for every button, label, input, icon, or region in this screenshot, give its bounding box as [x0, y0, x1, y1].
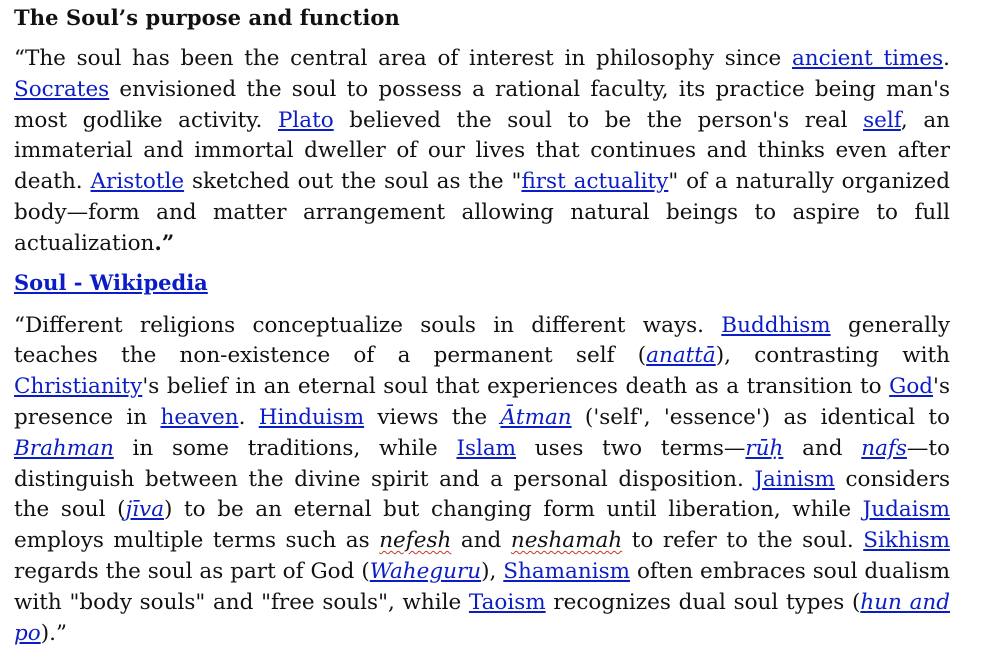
text-run: ('self', 'essence') as identical to: [571, 404, 950, 430]
text-run: and: [783, 435, 862, 461]
text-run: in some traditions, while: [113, 435, 457, 461]
close-quote: .”: [154, 230, 175, 256]
link-buddhism[interactable]: Buddhism: [721, 312, 831, 338]
religion-quote-paragraph: [14, 311, 950, 650]
document-page: [14, 4, 950, 649]
link-waheguru[interactable]: Waheguru: [369, 558, 482, 584]
text-run: employs multiple terms such as: [14, 528, 380, 554]
link-taoism[interactable]: Taoism: [468, 589, 546, 615]
link-socrates[interactable]: Socrates: [14, 76, 110, 102]
link-shamanism[interactable]: Shamanism: [503, 558, 631, 584]
text-run: —to distinguish between the divine spirit and a personal disposition.: [14, 435, 950, 492]
text-run: recognizes dual soul types (: [545, 589, 861, 615]
link-atman[interactable]: Ātman: [500, 404, 572, 430]
text-run: envisioned the soul to possess a rational faculty, its practice being man's most godlike activity.: [14, 76, 950, 133]
link-hun-and-po[interactable]: hun and po: [14, 589, 951, 646]
spellcheck-word-neshamah: neshamah: [510, 528, 623, 554]
text-run: 's belief in an eternal soul that experiences death as a transition to: [142, 374, 890, 400]
open-quote: “: [14, 46, 25, 71]
link-hinduism[interactable]: Hinduism: [258, 404, 365, 430]
link-jainism[interactable]: Jainism: [754, 466, 835, 492]
link-self[interactable]: self: [863, 107, 901, 133]
section-heading: The Soul’s purpose and function: [14, 5, 400, 30]
text-run: .: [943, 46, 950, 71]
link-sikhism[interactable]: Sikhism: [863, 528, 951, 554]
link-aristotle[interactable]: Aristotle: [90, 169, 185, 195]
text-run: uses two terms—: [516, 435, 746, 461]
text-run: ),: [481, 558, 504, 584]
link-heaven[interactable]: heaven: [160, 404, 239, 430]
text-run: 's presence in: [14, 374, 950, 430]
link-judaism[interactable]: Judaism: [862, 497, 950, 523]
text-run: ) to be an eternal but changing form until liberation, while: [164, 497, 863, 523]
text-run: to refer to the soul.: [622, 528, 864, 554]
link-ancient-times[interactable]: ancient times: [791, 46, 944, 71]
source-link-soul-wikipedia[interactable]: Soul - Wikipedia: [14, 269, 208, 295]
text-run: , an immaterial and immortal dweller of our lives that continues and thinks even after death.: [14, 107, 950, 195]
text-run: views the: [364, 404, 501, 430]
text-run: .: [238, 404, 259, 430]
link-first-actuality[interactable]: first actuality: [521, 169, 669, 195]
open-quote: “: [14, 312, 25, 338]
link-plato[interactable]: Plato: [277, 107, 334, 133]
text-run: considers the soul (: [14, 466, 951, 523]
text-run: and: [451, 528, 511, 554]
text-run: regards the soul as part of God (: [14, 558, 370, 584]
text-run: ).”: [40, 620, 67, 646]
text-run: believed the soul to be the person's real: [333, 107, 864, 133]
philosophy-quote-paragraph: [14, 44, 950, 260]
link-jiva[interactable]: jīva: [125, 497, 165, 523]
text-run: sketched out the soul as the ": [184, 169, 522, 195]
link-islam[interactable]: Islam: [456, 435, 517, 461]
text-run: generally teaches the non-existence of a permanent self (: [14, 312, 950, 369]
link-ruh[interactable]: rūḥ: [745, 435, 784, 461]
link-christianity[interactable]: Christianity: [14, 374, 143, 400]
link-brahman[interactable]: Brahman: [14, 435, 114, 461]
text-run: ), contrasting with: [715, 343, 950, 369]
link-nafs[interactable]: nafs: [861, 435, 907, 461]
link-god[interactable]: God: [889, 374, 934, 400]
text-run: The soul has been the central area of interest in philosophy since: [25, 46, 792, 71]
text-run: Different religions conceptualize souls in different ways.: [25, 312, 722, 338]
link-anatta[interactable]: anattā: [646, 343, 716, 369]
text-run: often embraces soul dualism with "body souls" and "free souls", while: [14, 558, 950, 615]
spellcheck-word-nefesh: nefesh: [379, 528, 452, 554]
text-run: " of a naturally organized body—form and matter arrangement allowing natural beings to aspire to full actualization: [14, 169, 950, 256]
